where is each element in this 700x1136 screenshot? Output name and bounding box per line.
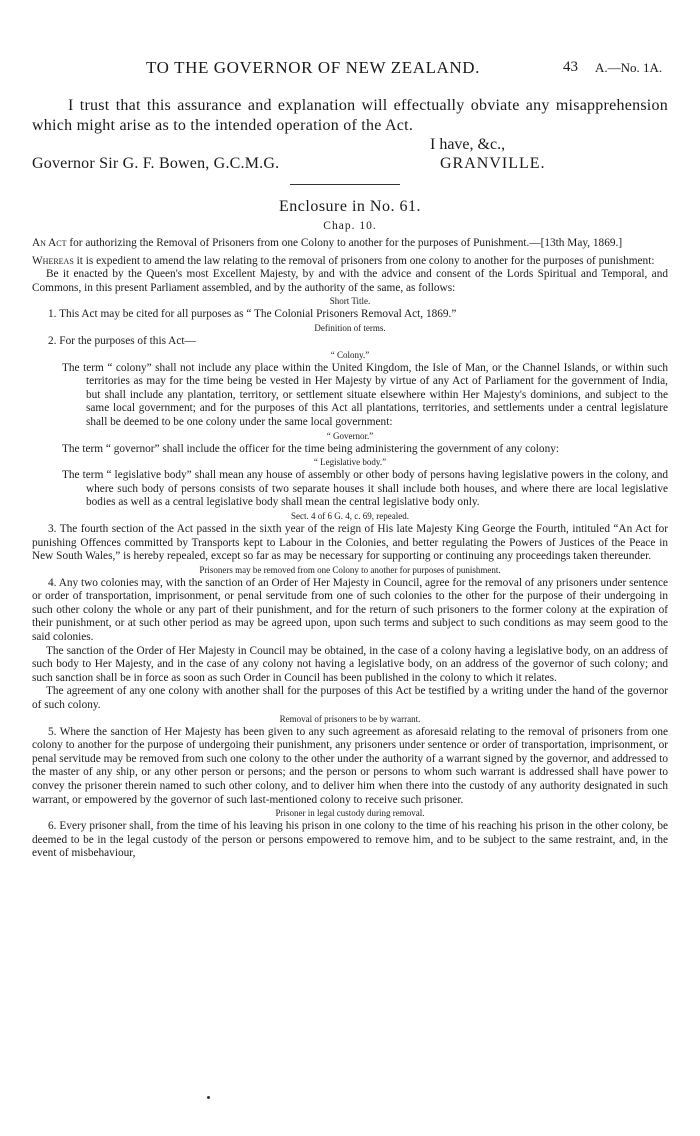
definitions-heading: Definition of terms. — [314, 322, 386, 333]
legislative-definition: The term “ legislative body” shall mean any house of assembly or other body of persons having legislative powers in the colony, and where such body of persons consists of two separate houses it shall include both houses, and where there are local legislative bodies as well as a central legislative body shall mean the central legislative body only. — [62, 469, 668, 509]
chapter-heading: Chap. 10. — [323, 220, 377, 232]
short-title-heading: Short Title. — [329, 296, 371, 307]
removal-heading: Prisoners may be removed from one Colony to another for purposes of punishment. — [199, 564, 501, 575]
section-1: 1. This Act may be cited for all purposes as “ The Colonial Prisoners Removal Act, 1869.” — [48, 308, 457, 321]
section-4-agreement: The agreement of any one colony with another shall for the purposes of this Act be testified by a writing under the hand of the governor of such colony. — [32, 685, 668, 712]
act-title-lead: An Act — [32, 237, 67, 249]
header-title: TO THE GOVERNOR OF NEW ZEALAND. — [146, 58, 481, 77]
intro-letter — [32, 96, 668, 136]
addressee: Governor Sir G. F. Bowen, G.C.M.G. — [32, 155, 280, 172]
section-3: 3. The fourth section of the Act passed in the sixth year of the reign of His late Majesty King George the Fourth, intituled “An Act for punishing Offences committed by Transports kept to Labour in the Colonies, and better regulating the Powers of Justices of the Peace in New South Wales,” is hereby repealed, except so far as may be necessary for supporting or continuing any proceedings taken thereunder. — [32, 522, 668, 563]
preamble-text: it is expedient to amend the law relating to the removal of prisoners from one colony to another for the purposes of punishment: — [76, 254, 655, 267]
act-title — [32, 237, 668, 251]
act-title-text: for authorizing the Removal of Prisoners from one Colony to another for the purposes of Punishment.—[13th May, 1869.] — [69, 237, 623, 249]
act-text — [32, 237, 668, 861]
signoff: I have, &c., — [430, 136, 506, 153]
section-4: 4. Any two colonies may, with the sanction of an Order of Her Majesty in Council, agree for the removal of any prisoners under sentence or order of transportation, imprisonment, or penal servitude from one of such colonies to the other for the purpose of their undergoing in such other colony the whole or any part of their punishment, and for the return of such prisoners to the former colony at the expiration of their punishment, or at such other period as may be agreed upon, upon such terms and subject to such conditions as may seem good to the said colonies. — [32, 576, 668, 644]
preamble — [32, 255, 668, 269]
colony-definition: The term “ colony” shall not include any place within the United Kingdom, the Isle of Man, or the Channel Islands, or within such territories as may for the time being be vested in Her Majesty by virtue of any Act of Parliament for the government of India, but shall include any plantation, territory, or settlement situate elsewhere within Her Majesty's dominions, and subject to the same local government; and for the purposes of this Act all plantations, territories, and settlements under a central legislature shall be deemed to be one colony under the same local government: — [62, 361, 668, 428]
warrant-heading: Removal of prisoners to be by warrant. — [279, 713, 421, 724]
section-6: 6. Every prisoner shall, from the time of his leaving his prison in one colony to the time of his reaching his prison in the other colony, be deemed to be in the legal custody of the person or persons empowered to remove him, and to be subject to the same restraint, and, in the event of misbehaviour, — [32, 820, 668, 860]
running-header — [0, 58, 700, 80]
section-2: 2. For the purposes of this Act— — [48, 334, 196, 347]
colony-heading: “ Colony.” — [330, 349, 370, 360]
intro-paragraph: I trust that this assurance and explanation will effectually obviate any misapprehension which might arise as to the intended operation of the Act. — [32, 97, 668, 134]
enacting-clause: Be it enacted by the Queen's most Excellent Majesty, by and with the advice and consent of the Lords Spiritual and Temporal, and Commons, in this present Parliament assembled, and by the authority of the same, as follows: — [32, 268, 668, 294]
custody-heading: Prisoner in legal custody during removal. — [275, 808, 425, 819]
section-5: 5. Where the sanction of Her Majesty has been given to any such agreement as aforesaid relating to the removal of prisoners from one colony to another for the purpose of undergoing their punishment, any prisoners under sentence or order of transportation, imprisonment, or penal servitude may be removed from such one colony to the other under the authority of a warrant signed by the governor, and addressed to the master of any ship, or any other person or persons; and the person or persons to whom such warrant is addressed shall have power to convey the prisoner therein named to such other colony, and to deliver him when there into the custody of any authority designated in such warrant, or empowered by the governor of such last-mentioned colony to receive such prisoner. — [32, 725, 668, 806]
section-divider — [290, 184, 400, 185]
section-4-sanction: The sanction of the Order of Her Majesty in Council may be obtained, in the case of a colony having a legislative body, on an address of such body to Her Majesty, and in the case of any colony not having a legislative body, on an address of the governor of such colony; and such sanction shall be in force as soon as such Order in Council has been published in the colony to which it relates. — [32, 644, 668, 684]
print-mark — [207, 1096, 210, 1099]
signature: GRANVILLE. — [440, 155, 546, 172]
paper-reference: A.—No. 1A. — [595, 60, 663, 75]
governor-heading: “ Governor.” — [326, 430, 374, 441]
legislative-heading: “ Legislative body.” — [313, 457, 387, 468]
page-number: 43 — [563, 59, 578, 75]
governor-definition: The term “ governor” shall include the officer for the time being administering the government of any colony: — [62, 442, 560, 455]
repeal-heading: Sect. 4 of 6 G. 4, c. 69, repealed. — [291, 510, 409, 521]
preamble-lead: Whereas — [32, 254, 74, 267]
enclosure-heading: Enclosure in No. 61. — [279, 198, 421, 215]
